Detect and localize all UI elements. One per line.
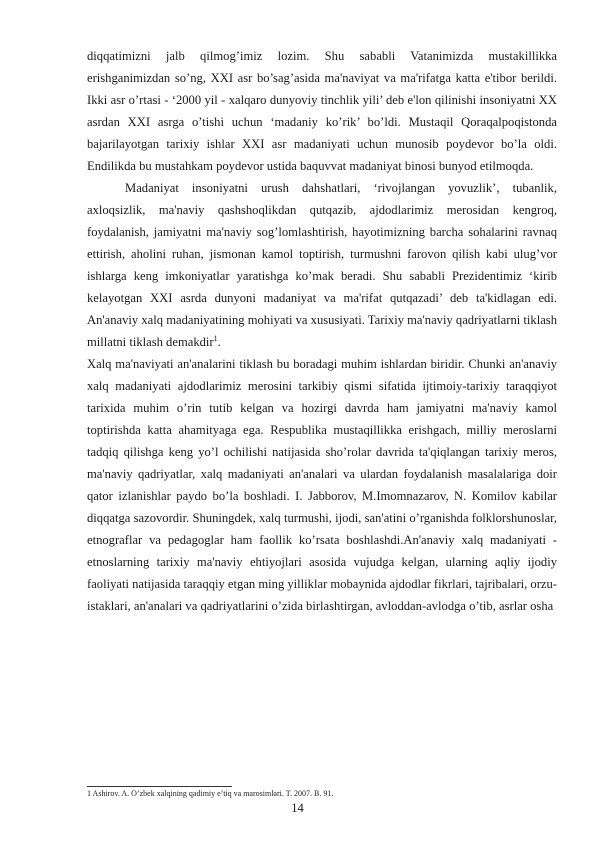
- paragraph: diqqatimizni jalb qilmog’imiz lozim. Shu sababli Vatanimizda mustakillikka erishganimizdan so’ng, XXI asr bo’sag’asida ma'naviyat va ma'rifatga katta e'tibor berildi. Ikki asr o’rtasi - ‘2000 yil - xalqaro dunyoviy tinchlik yili’ deb e'lon qilinishi insoniyatni XX asrdan XXI asrga o’tishi uchun ‘madaniy ko’rik’ bo’ldi. Mustaqil Qoraqalpoqistonda bajarilayotgan tarixiy ishlar XXI asr madaniyati uchun munosib poydevor bo’la oldi. Endilikda bu mustahkam poydevor ustida baquvvat madaniyat binosi bunyod etilmoqda.: [87, 49, 557, 173]
- footnote: 1 Ashirov. A. O’zbek xalqining qadimiy e’tiq va marosimlari. T. 2007. B. 91.: [87, 789, 334, 798]
- page-number: 14: [291, 801, 304, 815]
- footnote-divider: [87, 786, 232, 787]
- body-text: [87, 45, 557, 617]
- paragraph: [87, 177, 557, 353]
- paragraph-end: .: [217, 335, 221, 349]
- paragraph-text: Madaniyat insoniyatni urush dahshatlari, ‘rivojlangan yovuzlik’, tubanlik, axloqsizlik, ma'naviy qashshoqlikdan qutqazib, ajdodlarimiz merosidan kengroq, foydalanish, jamiyatni ma'naviy sog’lomlashtirish, hayotimizning barcha sohalarini ravnaq ettirish, aholini ruhan, jismonan kamol toptirish, turmushni farovon qilish kabi ulug’vor ishlarga keng imkoniyatlar yaratishga ko’mak beradi. Shu sababli Prezidentimiz ‘kirib kelayotgan XXI asrda dunyoni madaniyat va ma'rifat qutqazadi’ deb ta'kidlagan edi. An'anaviy xalq madaniyatining mohiyati va xususiyati. Tarixiy ma'naviy qadriyatlarni tiklash millatni tiklash demakdir: [87, 181, 557, 349]
- paragraph: Xalq ma'naviyati an'analarini tiklash bu boradagi muhim ishlardan biridir. Chunki an'anaviy xalq madaniyati ajdodlarimiz merosini tarkibiy qismi sifatida ijtimoiy-tarixiy taraqqiyot tarixida muhim o’rin tutib kelgan va hozirgi davrda ham jamiyatni ma'naviy kamol toptirishda katta ahamityaga ega. Respublika mustaqillikka erishgach, milliy meroslarni tadqiq qilishga keng yo’l ochilishi natijasida sho’rolar davrida ta'qiqlangan tarixiy meros, ma'naviy qadriyatlar, xalq madaniyati an'analari va ulardan foydalanish masalalariga doir qator izlanishlar paydo bo’la boshladi. I. Jabborov, M.Imomnazarov, N. Komilov kabilar diqqatga sazovordir. Shuningdek, xalq turmushi, ijodi, san'atini o’rganishda folklorshunoslar, etnograflar va pedagoglar ham faollik ko’rsata boshlashdi.An'anaviy xalq madaniyati - etnoslarning tarixiy ma'naviy ehtiyojlari asosida vujudga kelgan, ularning aqliy ijodiy faoliyati natijasida taraqqiy etgan ming yilliklar mobaynida ajdodlar fikrlari, tajribalari, orzu-istaklari, an'analari va qadriyatlarini o’zida birlashtirgan, avloddan-avlodga o’tib, asrlar osha: [87, 357, 558, 613]
- footnote-reference[interactable]: 1: [213, 333, 218, 343]
